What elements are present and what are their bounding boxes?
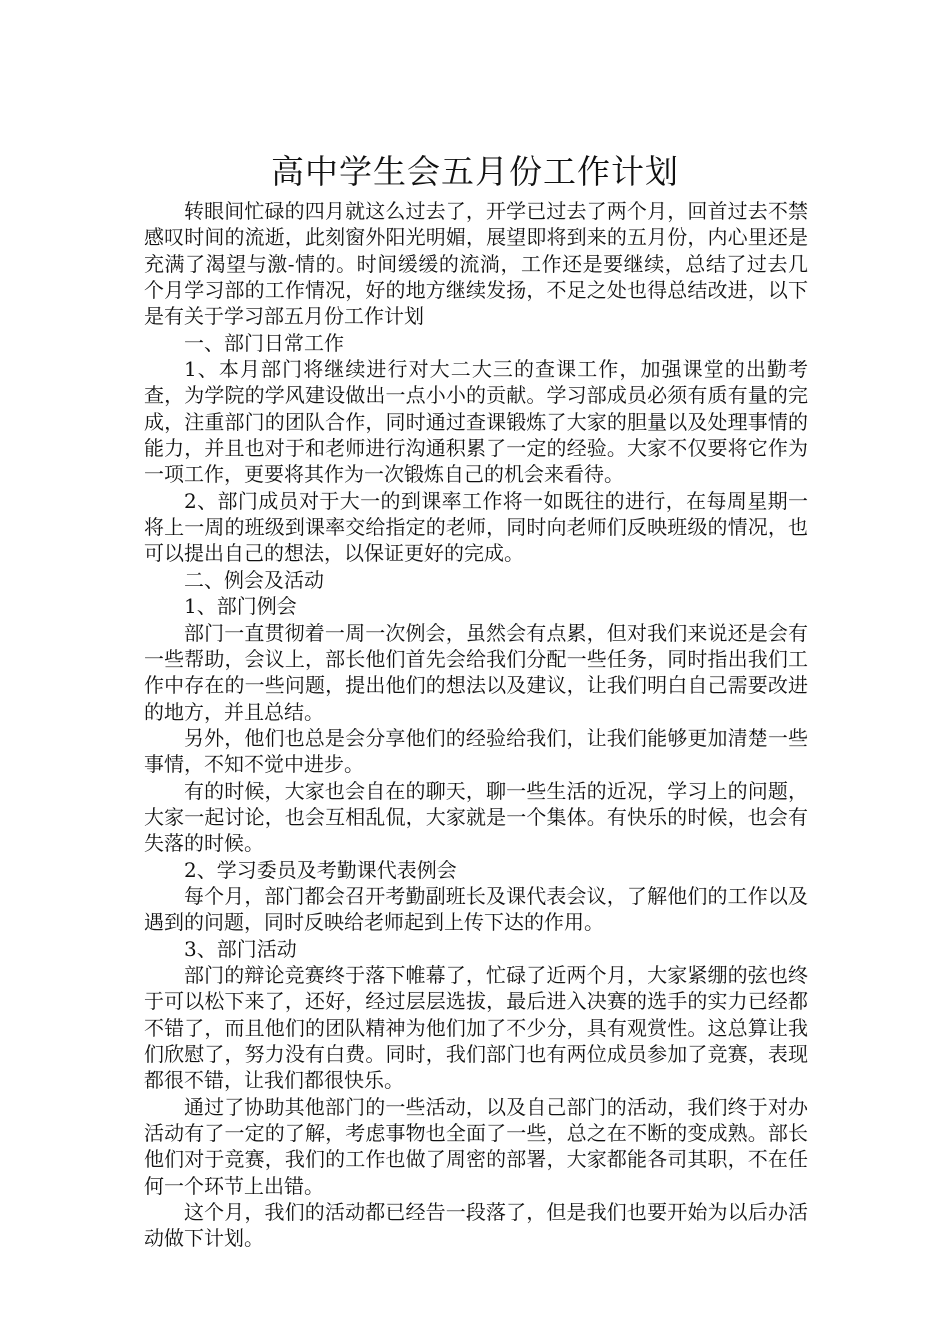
document-title: 高中学生会五月份工作计划 (271, 152, 679, 192)
paragraph-monthly-meeting: 每个月，部门都会召开考勤副班长及课代表会议，了解他们的工作以及遇到的问题，同时反映给老师起到上传下达的作用。 (144, 883, 808, 935)
paragraph-debate-contest: 部门的辩论竞赛终于落下帷幕了，忙碌了近两个月，大家紧绷的弦也终于可以松下来了，还好，经过层层选拔，最后进入决赛的选手的实力已经都不错了，而且他们的团队精神为他们加了不少分，具有观赏性。这总算让我们欣慰了，努力没有白费。同时，我们部门也有两位成员参加了竞赛，表现都很不错，让我们都很快乐。 (144, 962, 808, 1093)
subheading-committee-meeting: 2、学习委员及考勤课代表例会 (184, 857, 457, 882)
subheading-department-activities: 3、部门活动 (184, 936, 297, 961)
paragraph-attendance-rate: 2、部门成员对于大一的到课率工作将一如既往的进行，在每周星期一将上一周的班级到课率交给指定的老师，同时向老师们反映班级的情况，也可以提出自己的想法，以保证更好的完成。 (144, 488, 808, 566)
document-body (144, 198, 808, 1252)
paragraph-future-plans: 这个月，我们的活动都已经告一段落了，但是我们也要开始为以后办活动做下计划。 (144, 1200, 808, 1251)
paragraph-class-inspection: 1、本月部门将继续进行对大二大三的查课工作，加强课堂的出勤考查，为学院的学风建设做出一点小小的贡献。学习部成员必须有质有量的完成，注重部门的团队合作，同时通过查课锻炼了大家的胆量以及处理事情的能力，并且也对于和老师进行沟通积累了一定的经验。大家不仅要将它作为一项工作，更要将其作为一次锻炼自己的机会来看待。 (144, 357, 808, 487)
paragraph-sharing-experience: 另外，他们也总是会分享他们的经验给我们，让我们能够更加清楚一些事情，不知不觉中进步。 (144, 725, 808, 777)
paragraph-intro: 转眼间忙碌的四月就这么过去了，开学已过去了两个月，回首过去不禁感叹时间的流逝，此刻窗外阳光明媚，展望即将到来的五月份，内心里还是充满了渴望与激-情的。时间缓缓的流淌，工作还是要继续，总结了过去几个月学习部的工作情况，好的地方继续发扬，不足之处也得总结改进，以下是有关于学习部五月份工作计划 (144, 199, 808, 329)
section-heading-meetings-activities: 二、例会及活动 (184, 567, 324, 592)
paragraph-chatting: 有的时候，大家也会自在的聊天，聊一些生活的近况，学习上的问题，大家一起讨论，也会互相乱侃，大家就是一个集体。有快乐的时候，也会有失落的时候。 (144, 778, 808, 856)
section-heading-daily-work: 一、部门日常工作 (184, 330, 344, 355)
paragraph-weekly-meeting: 部门一直贯彻着一周一次例会，虽然会有点累，但对我们来说还是会有一些帮助，会议上，部长他们首先会给我们分配一些任务，同时指出我们工作中存在的一些问题，提出他们的想法以及建议，让我们明白自己需要改进的地方，并且总结。 (144, 620, 808, 724)
paragraph-assisting-activities: 通过了协助其他部门的一些活动，以及自己部门的活动，我们终于对办活动有了一定的了解，考虑事物也全面了一些，总之在不断的变成熟。部长他们对于竞赛，我们的工作也做了周密的部署，大家都能各司其职，不在任何一个环节上出错。 (144, 1094, 808, 1198)
subheading-department-meeting: 1、部门例会 (184, 594, 297, 619)
